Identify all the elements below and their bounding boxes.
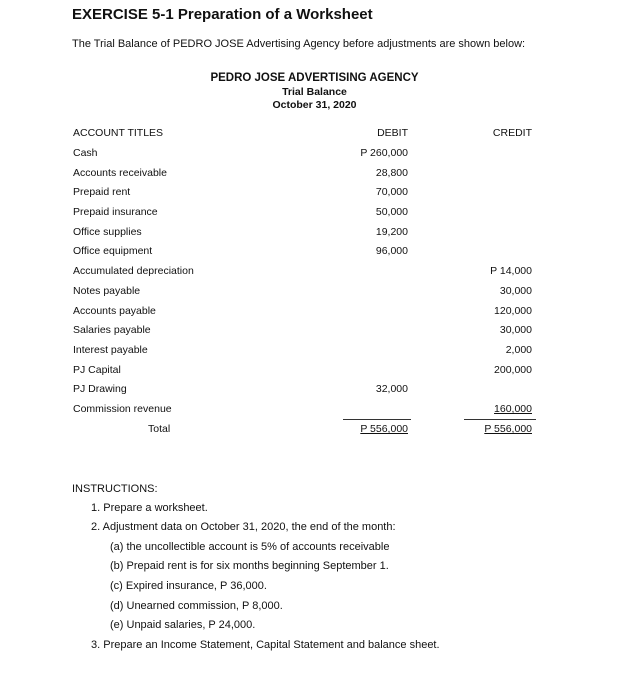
account-title: Accounts receivable bbox=[73, 167, 167, 179]
debit-amount: 28,800 bbox=[375, 167, 408, 179]
debit-amount: 32,000 bbox=[375, 383, 408, 395]
exercise-intro: The Trial Balance of PEDRO JOSE Advertising Agency before adjustments are shown below: bbox=[72, 38, 526, 50]
instruction-subitem: (e) Unpaid salaries, P 24,000. bbox=[110, 619, 256, 631]
debit-amount: 50,000 bbox=[375, 206, 408, 218]
account-title: Prepaid rent bbox=[73, 186, 131, 198]
instruction-subitem: (d) Unearned commission, P 8,000. bbox=[110, 600, 283, 612]
debit-amount: P 260,000 bbox=[360, 147, 408, 159]
header-account-titles: ACCOUNT TITLES bbox=[73, 127, 164, 139]
credit-amount: 120,000 bbox=[494, 305, 532, 317]
table-row bbox=[0, 245, 629, 261]
table-row bbox=[0, 324, 629, 340]
credit-amount: 160,000 bbox=[494, 403, 532, 415]
report-date: October 31, 2020 bbox=[272, 99, 357, 111]
instruction-item: 1. Prepare a worksheet. bbox=[91, 502, 208, 514]
account-title: PJ Capital bbox=[73, 364, 121, 376]
account-title: Accumulated depreciation bbox=[73, 265, 194, 277]
account-title: Interest payable bbox=[73, 344, 148, 356]
credit-total-rule bbox=[464, 419, 536, 420]
account-title: Commission revenue bbox=[73, 403, 172, 415]
table-row bbox=[0, 226, 629, 242]
table-header-row bbox=[0, 127, 629, 143]
credit-amount: 200,000 bbox=[494, 364, 532, 376]
account-title: Salaries payable bbox=[73, 324, 151, 336]
table-row bbox=[0, 265, 629, 281]
company-name: PEDRO JOSE ADVERTISING AGENCY bbox=[210, 72, 419, 84]
table-row bbox=[0, 147, 629, 163]
instruction-item: 2. Adjustment data on October 31, 2020, the end of the month: bbox=[91, 521, 396, 533]
account-title: Prepaid insurance bbox=[73, 206, 158, 218]
debit-amount: 70,000 bbox=[375, 186, 408, 198]
credit-amount: 30,000 bbox=[499, 285, 532, 297]
header-credit: CREDIT bbox=[492, 127, 532, 139]
table-row bbox=[0, 167, 629, 183]
table-row bbox=[0, 344, 629, 360]
account-title: Office supplies bbox=[73, 226, 142, 238]
total-row bbox=[0, 423, 629, 439]
account-title: Office equipment bbox=[73, 245, 153, 257]
credit-amount: 30,000 bbox=[499, 324, 532, 336]
credit-amount: 2,000 bbox=[505, 344, 532, 356]
table-row bbox=[0, 364, 629, 380]
credit-amount: P 14,000 bbox=[490, 265, 532, 277]
table-row bbox=[0, 186, 629, 202]
instruction-subitem: (a) the uncollectible account is 5% of accounts receivable bbox=[110, 541, 390, 553]
total-label: Total bbox=[148, 423, 171, 435]
total-debit: P 556,000 bbox=[360, 423, 408, 435]
exercise-title: EXERCISE 5-1 Preparation of a Worksheet bbox=[72, 6, 373, 23]
table-row bbox=[0, 285, 629, 301]
account-title: Notes payable bbox=[73, 285, 141, 297]
report-name: Trial Balance bbox=[282, 86, 347, 98]
instruction-item: 3. Prepare an Income Statement, Capital Statement and balance sheet. bbox=[91, 639, 440, 651]
table-row bbox=[0, 403, 629, 419]
account-title: Cash bbox=[73, 147, 98, 159]
instructions-heading: INSTRUCTIONS: bbox=[72, 483, 158, 495]
account-title: Accounts payable bbox=[73, 305, 156, 317]
total-credit: P 556,000 bbox=[484, 423, 532, 435]
table-row bbox=[0, 206, 629, 222]
instruction-subitem: (c) Expired insurance, P 36,000. bbox=[110, 580, 267, 592]
debit-amount: 19,200 bbox=[375, 226, 408, 238]
table-row bbox=[0, 305, 629, 321]
account-title: PJ Drawing bbox=[73, 383, 127, 395]
debit-amount: 96,000 bbox=[375, 245, 408, 257]
header-debit: DEBIT bbox=[377, 127, 408, 139]
debit-total-rule bbox=[343, 419, 411, 420]
instruction-subitem: (b) Prepaid rent is for six months beginning September 1. bbox=[110, 560, 389, 572]
table-row bbox=[0, 383, 629, 399]
